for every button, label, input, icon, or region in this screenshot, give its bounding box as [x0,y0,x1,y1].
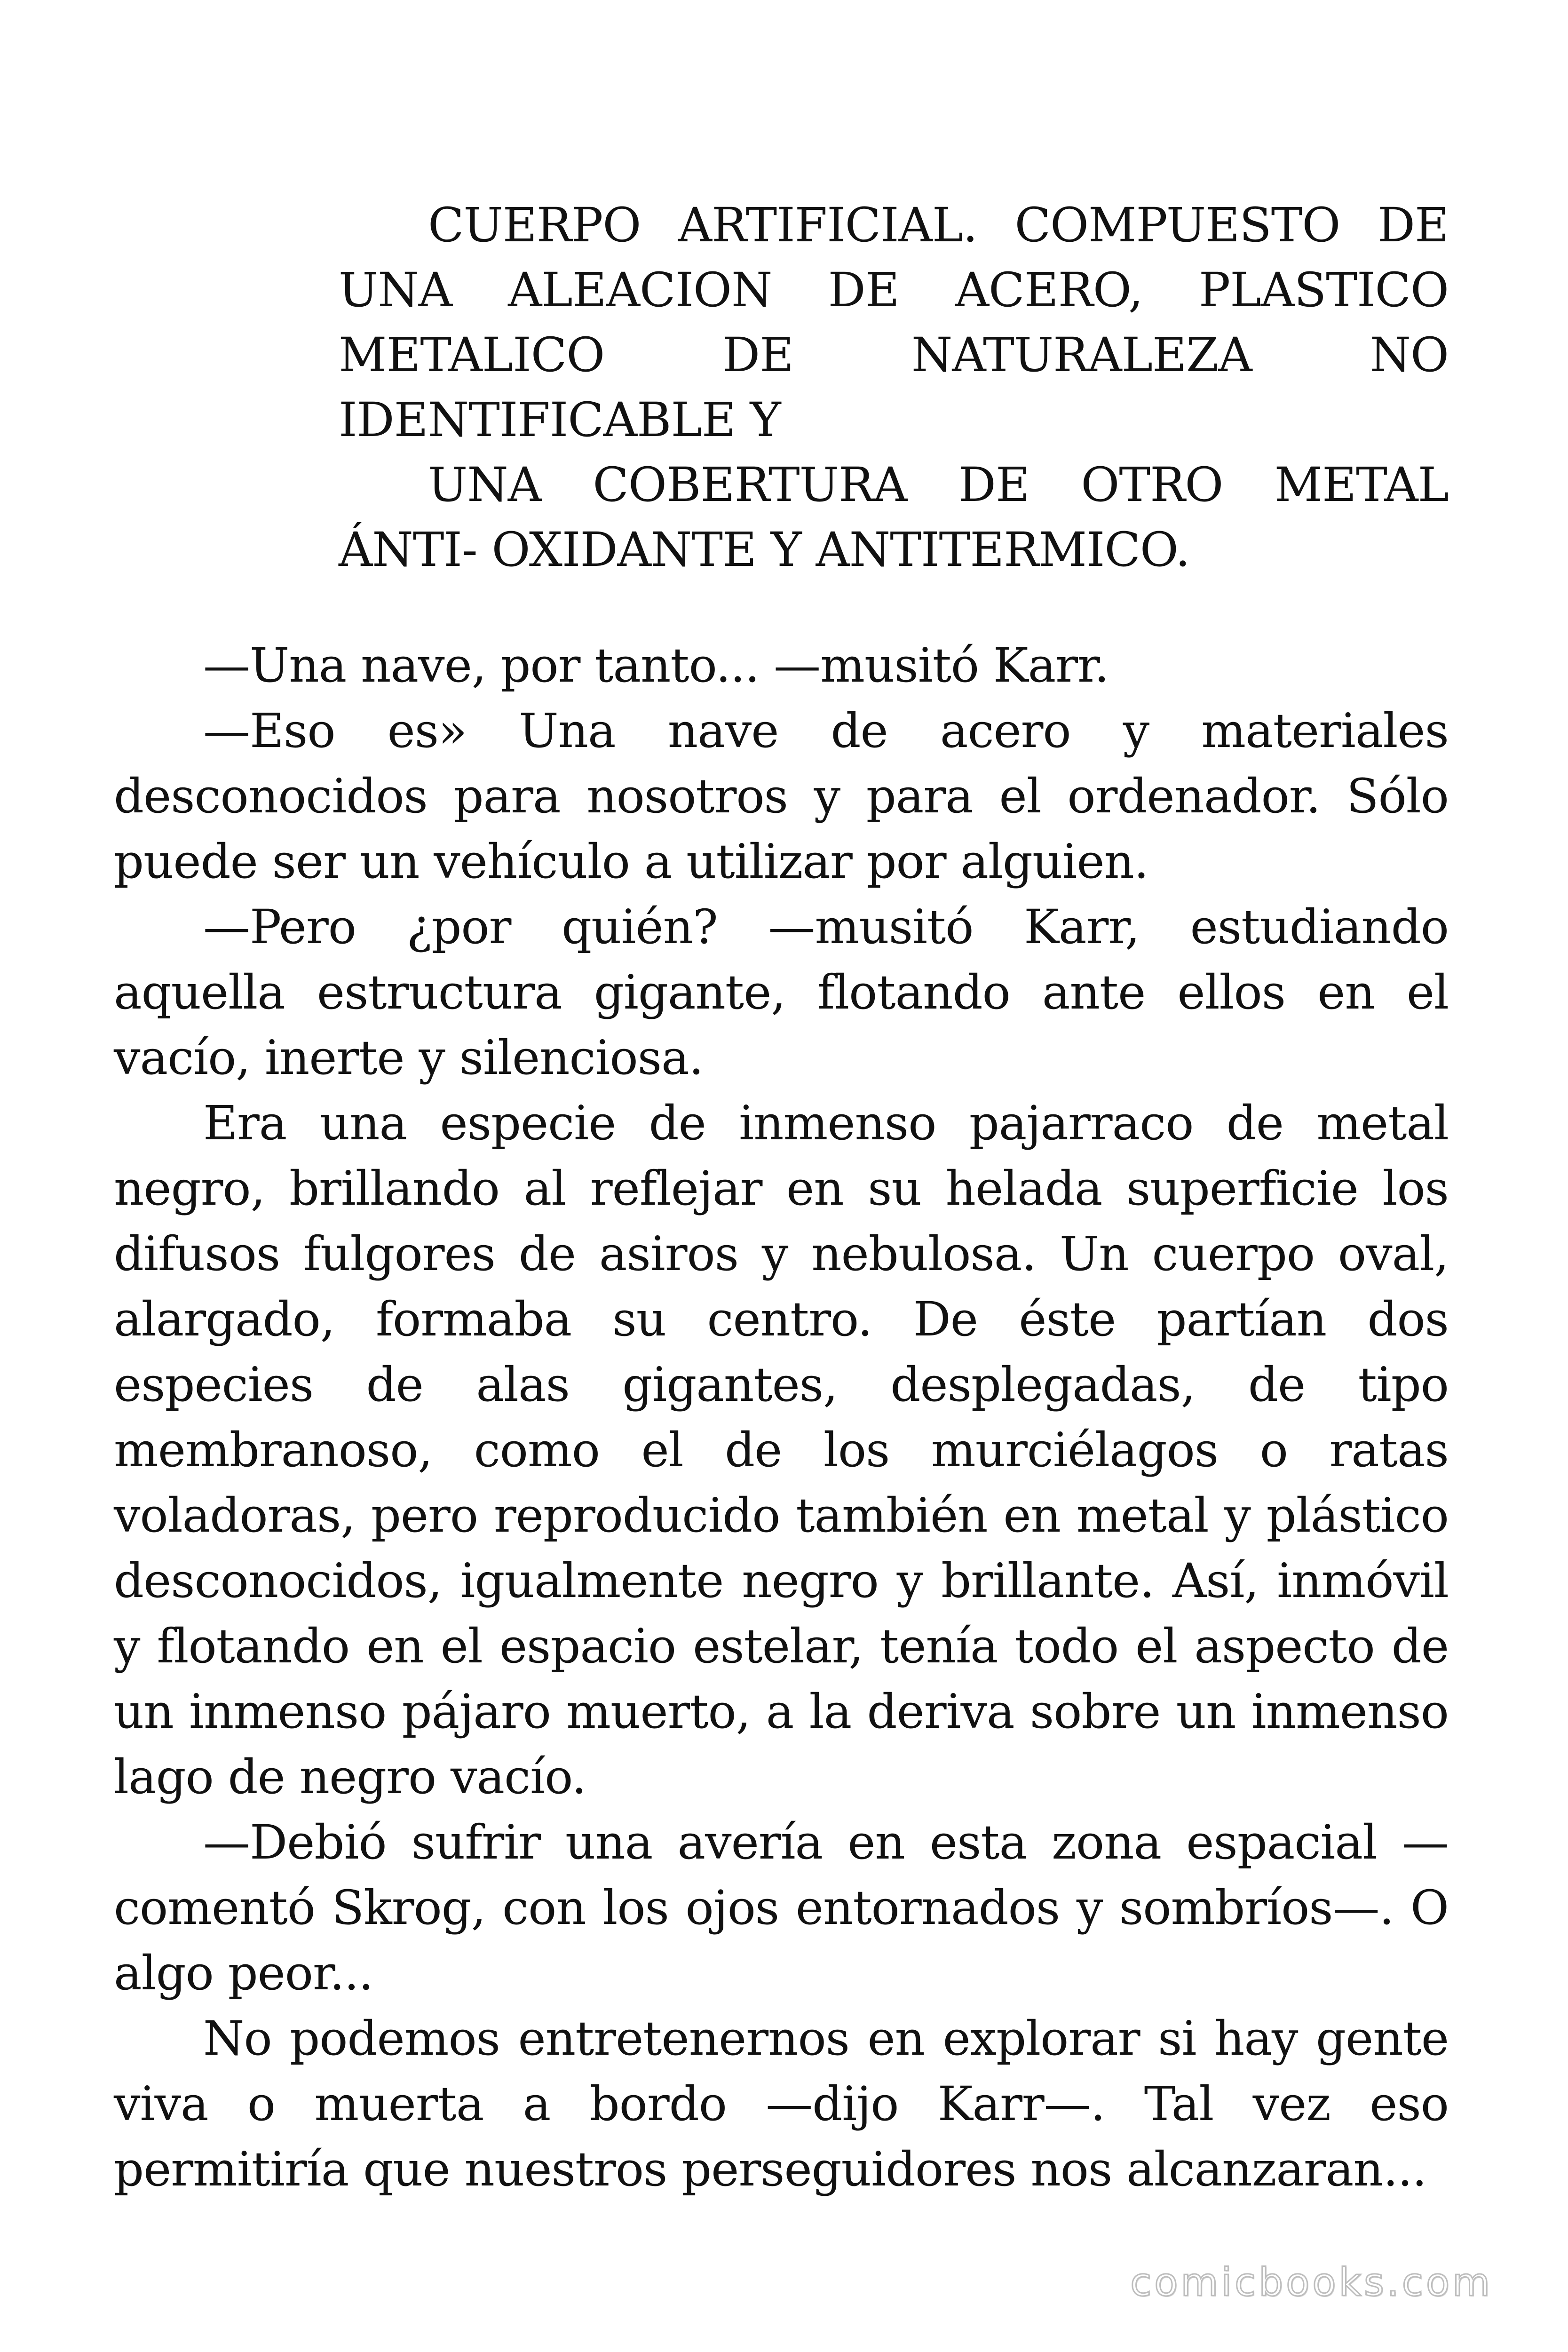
watermark: comicbooks.com [1130,2260,1493,2305]
computer-readout-block [339,193,1449,582]
body-paragraph: —Debió sufrir una avería en esta zona espacial —comentó Skrog, con los ojos entornados y sombríos—. O algo peor... [114,1815,1449,2001]
body-paragraph: —Pero ¿por quién? —musitó Karr, estudiando aquella estructura gigante, flotando ante ellos en el vacío, inerte y silenciosa. [114,899,1449,1085]
body-paragraph: —Eso es» Una nave de acero y materiales desconocidos para nosotros y para el ordenador. Sólo puede ser un vehículo a utilizar por alguien. [114,703,1449,889]
body-paragraph: —Una nave, por tanto... —musitó Karr. [203,638,1109,693]
body-paragraph: Era una especie de inmenso pajarraco de metal negro, brillando al reflejar en su helada superficie los difusos fulgores de asiros y nebulosa. Un cuerpo oval, alargado, formaba su centro. De éste partían dos especies de alas gigantes, desplegadas, de tipo membranoso, como el de los murciélagos o ratas voladoras, pero reproducido también en metal y plástico desconocidos, igualmente negro y brillante. Así, inmóvil y flotando en el espacio estelar, tenía todo el aspecto de un inmenso pájaro muerto, a la deriva sobre un inmenso lago de negro vacío. [114,1096,1449,1804]
readout-paragraph: UNA COBERTURA DE OTRO METAL ÁNTI- OXIDANTE Y ANTITERMICO. [339,457,1449,577]
body-paragraph: No podemos entretenernos en explorar si hay gente viva o muerta a bordo —dijo Karr—. Tal vez eso permitiría que nuestros perseguidores nos alcanzaran... [114,2011,1449,2197]
readout-paragraph: CUERPO ARTIFICIAL. COMPUESTO DE UNA ALEACION DE ACERO, PLASTICO METALICO DE NATURALEZA NO IDENTIFICABLE Y [339,198,1449,447]
narrative-text [114,633,1449,2202]
